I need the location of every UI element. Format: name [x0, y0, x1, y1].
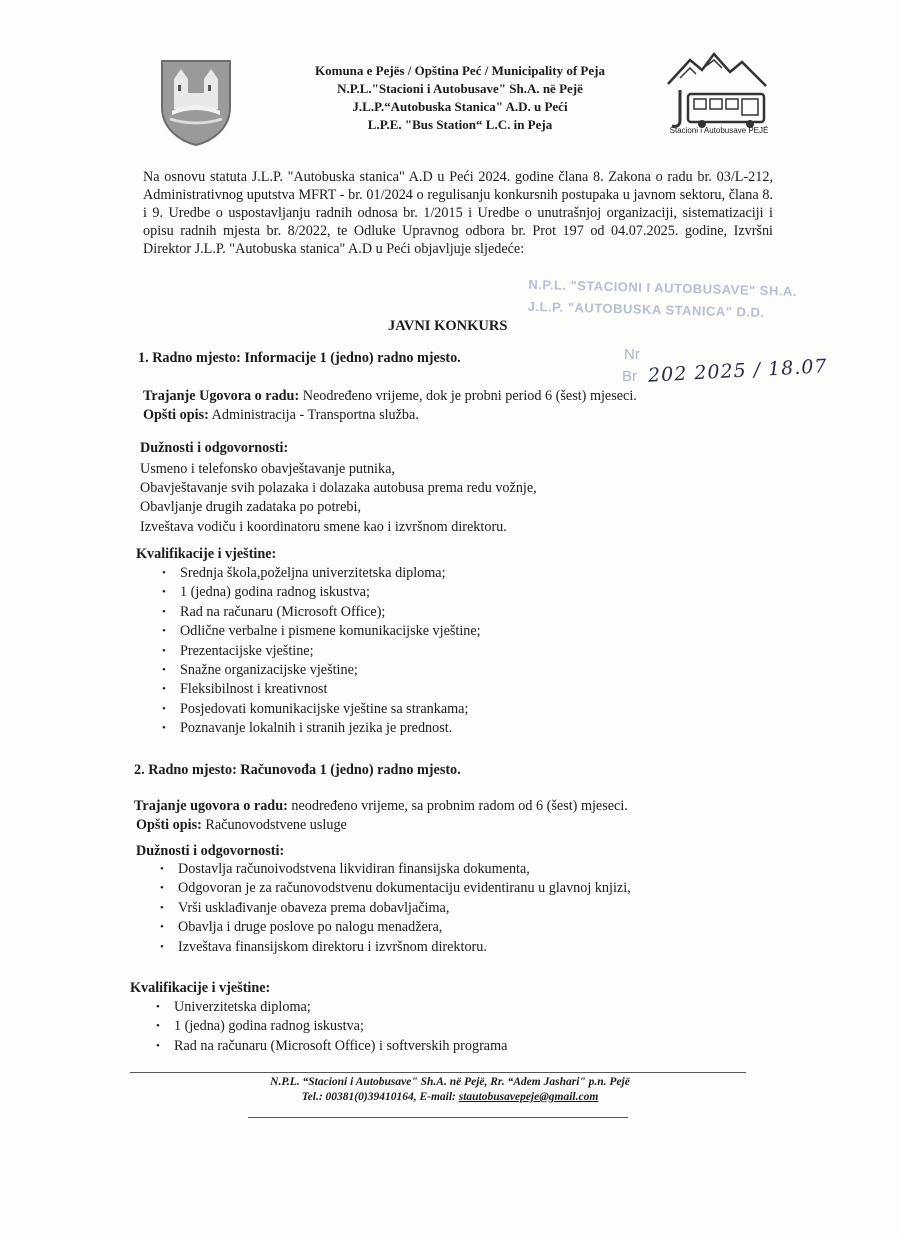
list-item: • Odgovoran je za računovodstvenu dokumentaciju evidentiranu u glavnoj knjizi,	[156, 879, 631, 898]
position2-heading: 2. Radno mjesto: Računovođa 1 (jedno) radno mjesto.	[134, 762, 461, 778]
list-item: Izveštava vodiču i koordinatoru smene kao i izvršnom direktoru.	[140, 518, 507, 535]
stamp-line-npl: N.P.L. "STACIONI I AUTOBUSAVE" SH.A.	[528, 276, 798, 299]
header-line-jlp: J.L.P.“Autobuska Stanica" A.D. u Peći	[352, 99, 568, 114]
footer-divider-bottom	[248, 1117, 628, 1118]
list-item: • Srednja škola,poželjna univerzitetska diploma;	[158, 564, 481, 583]
position2-description	[136, 817, 347, 834]
header-line-npl: N.P.L."Stacioni i Autobusave" Sh.A. në Pejë	[337, 81, 583, 96]
position1-duties-list	[140, 460, 537, 537]
position1-description	[143, 407, 419, 424]
list-item: • Univerzitetska diploma;	[152, 998, 507, 1017]
position2-duties-list	[156, 860, 631, 957]
list-item: • Izveštava finansijskom direktoru i izvršnom direktoru.	[156, 938, 631, 957]
list-item: • Rad na računaru (Microsoft Office) i softverskih programa	[152, 1037, 507, 1056]
list-item: • 1 (jedna) godina radnog iskustva;	[158, 583, 481, 602]
position2-duration-label: Trajanje ugovora o radu:	[134, 798, 288, 814]
header-line-municipality: Komuna e Pejës / Opština Peć / Municipality of Peja	[315, 63, 605, 78]
list-item: • Prezentacijske vještine;	[158, 642, 481, 661]
intro-paragraph: Na osnovu statuta J.L.P. "Autobuska stanica" A.D u Peći 2024. godine člana 8. Zakona o radu br. 03/L-212, Administrativnog uputstva MFRT - br. 01/2024 o regulisanju konkursnih postupaka u javnom sektoru, člana 8. i 9. Uredbe o uspostavljanju radnih odnosa br. 1/2015 i Uredbe o unutrašnjoj organizaciji, sistematizaciji i opisu radnih mjesta br. 8/2022, te Odluke Upravnog odbora br. Prot 197 od 04.07.2025. godine, Izvršni Direktor J.L.P. "Autobuska stanica" A.D u Peći objavljuje sljedeće:	[143, 169, 773, 257]
footer-contact	[200, 1075, 700, 1105]
footer-email-link[interactable]: stautobusavepeje@gmail.com	[458, 1091, 599, 1103]
list-item: • Dostavlja računoivodstvena likvidiran finansijska dokumenta,	[156, 860, 631, 879]
list-item: Usmeno i telefonsko obavještavanje putnika,	[140, 461, 395, 477]
footer-tel-line	[200, 1090, 700, 1105]
position1-quals-heading: Kvalifikacije i vještine:	[136, 546, 277, 562]
footer-tel: Tel.: 00381(0)39410164, E-mail:	[301, 1091, 459, 1103]
list-item: • Vrši usklađivanje obaveza prema dobavljačima,	[156, 899, 631, 918]
position2-duties-heading: Dužnosti i odgovornosti:	[136, 843, 285, 859]
header-institution-block	[270, 62, 650, 134]
position2-duration	[134, 798, 628, 815]
footer-address: N.P.L. “Stacioni i Autobusave" Sh.A. në Pejë, Rr. “Adem Jashari" p.n. Pejë	[270, 1076, 630, 1088]
list-item: • Poznavanje lokalnih i stranih jezika je prednost.	[158, 719, 481, 738]
logo-caption: Stacioni i Autobusave PEJË	[669, 126, 769, 135]
header-line-lpe: L.P.E. "Bus Station“ L.C. in Peja	[367, 117, 553, 132]
list-item: • Posjedovati komunikacijske vještine sa strankama;	[158, 700, 481, 719]
position2-duration-value: neodređeno vrijeme, sa probnim radom od 6 (šest) mjeseci.	[287, 798, 628, 814]
list-item: • Obavlja i druge poslove po nalogu menadžera,	[156, 918, 631, 937]
list-item: • Snažne organizacijske vještine;	[158, 661, 481, 680]
stamp-nr-label: Nr	[624, 346, 640, 363]
list-item: Obavještavanje svih polazaka i dolazaka autobusa prema redu vožnje,	[140, 480, 537, 497]
list-item: • Fleksibilnost i kreativnost	[158, 680, 481, 699]
position1-duration	[143, 388, 637, 405]
position1-quals-list	[158, 564, 481, 739]
list-item: Obavljanje drugih zadataka po potrebi,	[140, 499, 362, 516]
document-title: JAVNI KONKURS	[388, 318, 508, 334]
position2-desc-label: Opšti opis:	[136, 817, 202, 833]
list-item: • 1 (jedna) godina radnog iskustva;	[152, 1017, 507, 1036]
footer-divider	[130, 1072, 746, 1073]
stamp-line-jlp: J.L.P. "AUTOBUSKA STANICA" D.D.	[527, 298, 765, 321]
position1-duties-heading: Dužnosti i odgovornosti:	[140, 440, 289, 456]
list-item: • Odlične verbalne i pismene komunikacijske vještine;	[158, 622, 481, 641]
stamp-br-label: Br	[622, 368, 637, 385]
stamp-handwritten-number: 202 2025 / 18.07	[647, 355, 828, 387]
list-item: • Rad na računaru (Microsoft Office);	[158, 603, 481, 622]
municipality-crest-icon	[158, 55, 234, 147]
position1-desc-value: Administracija - Transportna služba.	[208, 407, 419, 423]
position1-duration-value: Neodređeno vrijeme, dok je probni period 6 (šest) mjeseci.	[299, 388, 637, 404]
position1-desc-label: Opšti opis:	[143, 407, 209, 423]
position1-heading: 1. Radno mjesto: Informacije 1 (jedno) radno mjesto.	[138, 350, 461, 366]
position2-desc-value: Računovodstvene usluge	[201, 817, 347, 833]
position2-quals-heading: Kvalifikacije i vještine:	[130, 980, 271, 996]
position2-quals-list	[152, 998, 507, 1056]
reception-stamp	[527, 274, 848, 326]
position1-duration-label: Trajanje Ugovora o radu:	[143, 388, 300, 404]
